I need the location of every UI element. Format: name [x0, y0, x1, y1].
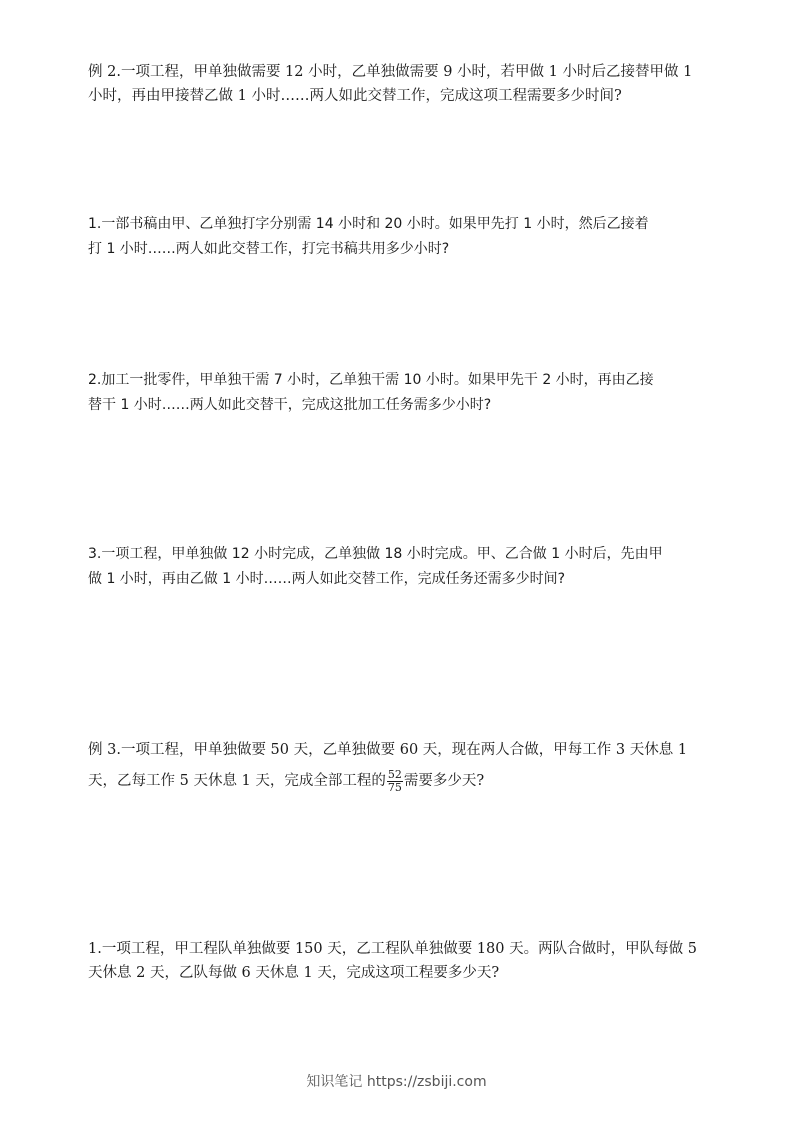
- problem-text-line-with-fraction: [88, 766, 700, 796]
- problem-text-line: 天休息 2 天，乙队每做 6 天休息 1 天，完成这项工程要多少天?: [88, 965, 500, 981]
- problem-text-line: 例 3.一项工程，甲单独做要 50 天，乙单独做要 60 天，现在两人合做，甲每工作 3 天休息 1: [88, 742, 688, 758]
- problem-text-line: 打 1 小时……两人如此交替工作，打完书稿共用多少小时?: [88, 241, 450, 257]
- problem-text-line: 做 1 小时，再由乙做 1 小时……两人如此交替工作，完成任务还需多少时间?: [88, 571, 566, 587]
- fraction: [387, 769, 403, 794]
- problem-text-segment: 需要多少天?: [403, 773, 485, 789]
- example-3-problem: [88, 738, 700, 796]
- problem-text-line: 1.一项工程，甲工程队单独做要 150 天，乙工程队单独做要 180 天。两队合做时，甲队每做 5: [88, 941, 697, 957]
- problem-text-segment: 天，乙每工作 5 天休息 1 天，完成全部工程的: [88, 773, 386, 789]
- footer-watermark: 知识笔记 https://zsbiji.com: [306, 1074, 487, 1090]
- exercise-1-problem: [88, 212, 700, 262]
- problem-text-line: 2.加工一批零件，甲单独干需 7 小时，乙单独干需 10 小时。如果甲先干 2 小时，再由乙接: [88, 372, 654, 388]
- exercise-2-problem: [88, 368, 700, 418]
- problem-text-line: 例 2.一项工程，甲单独做需要 12 小时，乙单独做需要 9 小时，若甲做 1 小时后乙接替甲做 1: [88, 64, 693, 80]
- problem-text-line: 小时，再由甲接替乙做 1 小时……两人如此交替工作，完成这项工程需要多少时间?: [88, 88, 622, 104]
- example-2-problem: [88, 60, 700, 108]
- fraction-denominator: 75: [387, 780, 402, 794]
- problem-text-line: 替干 1 小时……两人如此交替干，完成这批加工任务需多少小时?: [88, 397, 492, 413]
- exercise-1b-problem: [88, 937, 700, 985]
- exercise-3-problem: [88, 542, 700, 592]
- problem-text-line: 3.一项工程，甲单独做 12 小时完成，乙单独做 18 小时完成。甲、乙合做 1 小时后，先由甲: [88, 546, 663, 562]
- problem-text-line: 1.一部书稿由甲、乙单独打字分别需 14 小时和 20 小时。如果甲先打 1 小时，然后乙接着: [88, 216, 649, 232]
- fraction-numerator: 52: [387, 767, 402, 781]
